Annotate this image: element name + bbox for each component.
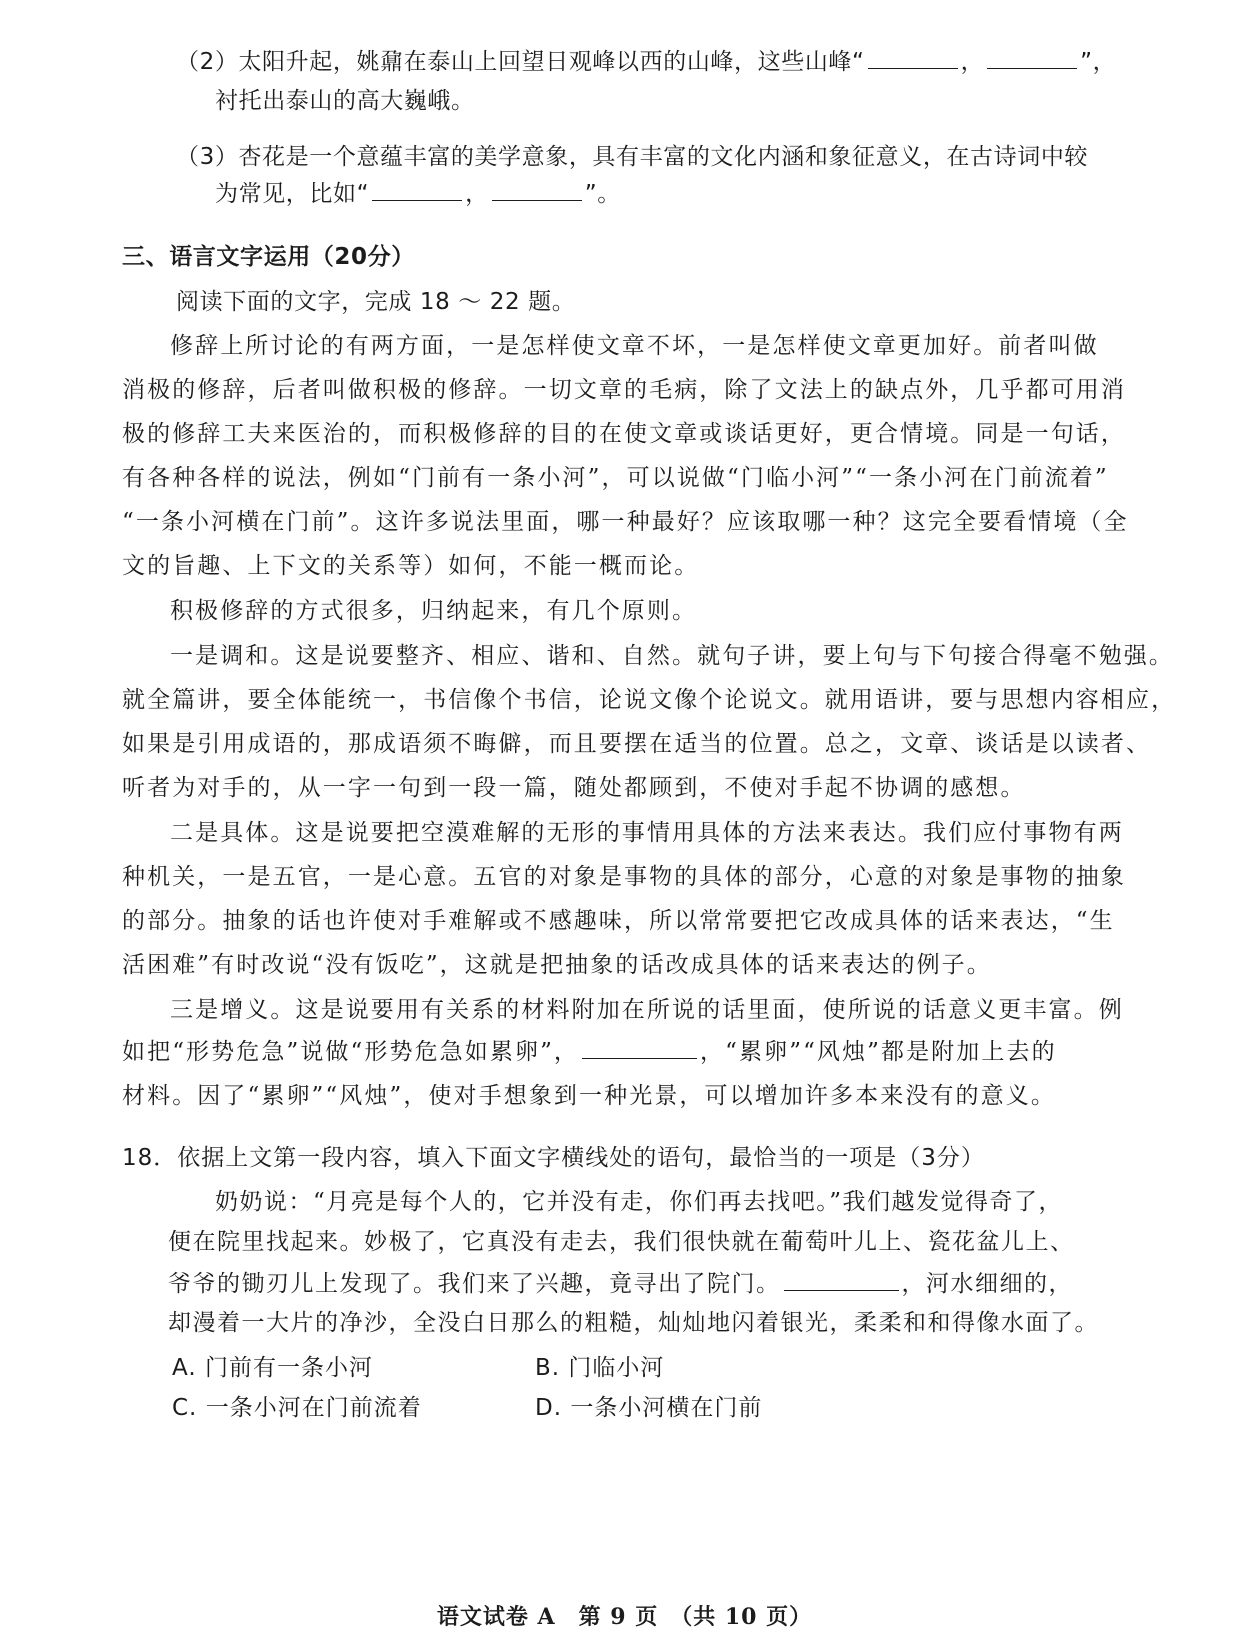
excerpt-text: ，河水细细的， xyxy=(901,1271,1073,1297)
excerpt-text: 爷爷的锄刃儿上发现了。我们来了兴趣，竟寻出了院门。 xyxy=(168,1271,781,1297)
section-heading: 三、语言文字运用（20分） xyxy=(122,244,415,270)
passage-line-last: 材料。因了“累卵”“风烛”，使对手想象到一种光景，可以增加许多本来没有的意义。 xyxy=(122,1083,1056,1109)
passage-line: 三是增义。这是说要用有关系的材料附加在所说的话里面，使所说的话意义更丰富。例 xyxy=(170,997,1124,1023)
q18-excerpt-line-1: 奶奶说：“月亮是每个人的，它并没有走，你们再去找吧。”我们越发觉得奇了， xyxy=(215,1189,1064,1215)
item-3-line-2 xyxy=(215,178,621,209)
item-3-text: 为常见，比如“ xyxy=(215,181,370,207)
passage-line: 积极修辞的方式很多，归纳起来，有几个原则。 xyxy=(170,598,698,624)
item-2-line-2: 衬托出泰山的高大巍峨。 xyxy=(215,88,475,114)
option-key: A. xyxy=(172,1355,197,1381)
option-key: D. xyxy=(535,1395,563,1421)
passage-line: 一是调和。这是说要整齐、相应、谐和、自然。就句子讲，要上句与下句接合得毫不勉强。 xyxy=(170,643,1174,669)
passage-line: 活困难”有时改说“没有饭吃”，这就是把抽象的话改成具体的话来表达的例子。 xyxy=(122,952,992,978)
option-c[interactable] xyxy=(172,1393,422,1423)
answer-blank[interactable] xyxy=(492,178,582,201)
passage-text: ，“累卵”“风烛”都是附加上去的 xyxy=(700,1039,1057,1065)
item-2-line-1 xyxy=(176,46,1116,77)
q18-excerpt-line-4: 却漫着一大片的净沙，全没白日那么的粗糙，灿灿地闪着银光，柔柔和和得像水面了。 xyxy=(168,1310,1099,1336)
answer-blank[interactable] xyxy=(868,46,958,69)
option-a[interactable] xyxy=(172,1353,373,1383)
passage-line-blank xyxy=(122,1036,1057,1067)
section-instruction: 阅读下面的文字，完成 18 ～ 22 题。 xyxy=(176,289,576,315)
passage-line: 消极的修辞，后者叫做积极的修辞。一切文章的毛病，除了文法上的缺点外，几乎都可用消 xyxy=(122,377,1126,403)
option-text: 门前有一条小河 xyxy=(204,1355,373,1381)
option-key: C. xyxy=(172,1395,198,1421)
separator: ， xyxy=(465,181,489,207)
passage-line: 文的旨趣、上下文的关系等）如何，不能一概而论。 xyxy=(122,553,700,579)
separator: ， xyxy=(960,49,985,75)
passage-line: 有各种各样的说法，例如“门前有一条小河”，可以说做“门临小河”“一条小河在门前流着” xyxy=(122,465,1109,491)
answer-blank[interactable] xyxy=(372,178,462,201)
quote-close: ”， xyxy=(1080,49,1117,75)
q18-excerpt-line-2: 便在院里找起来。妙极了，它真没有走去，我们很快就在葡萄叶儿上、瓷花盆儿上、 xyxy=(168,1229,1075,1255)
passage-line: 二是具体。这是说要把空漠难解的无形的事情用具体的方法来表达。我们应付事物有两 xyxy=(170,820,1124,846)
answer-blank[interactable] xyxy=(582,1036,697,1059)
passage-line: “一条小河横在门前”。这许多说法里面，哪一种最好？应该取哪一种？这完全要看情境（全 xyxy=(122,509,1129,535)
answer-blank[interactable] xyxy=(784,1268,899,1291)
option-text: 一条小河在门前流着 xyxy=(205,1395,422,1421)
page-footer: 语文试卷 A 第 9 页 （共 10 页） xyxy=(436,1604,813,1630)
passage-line: 如果是引用成语的，那成语须不晦僻，而且要摆在适当的位置。总之，文章、谈话是以读者、 xyxy=(122,731,1152,757)
option-b[interactable] xyxy=(535,1353,664,1383)
question-18-stem: 18．依据上文第一段内容，填入下面文字横线处的语句，最恰当的一项是（3分） xyxy=(122,1145,985,1171)
passage-line: 修辞上所讨论的有两方面，一是怎样使文章不坏，一是怎样使文章更加好。前者叫做 xyxy=(170,333,1099,359)
option-d[interactable] xyxy=(535,1393,762,1423)
passage-line: 就全篇讲，要全体能统一，书信像个书信，论说文像个论说文。就用语讲，要与思想内容相应， xyxy=(122,687,1177,713)
passage-text: 如把“形势危急”说做“形势危急如累卵”， xyxy=(122,1039,580,1065)
q18-excerpt-line-3 xyxy=(168,1268,1073,1299)
quote-close: ”。 xyxy=(584,181,621,207)
option-text: 门临小河 xyxy=(568,1355,665,1381)
passage-line: 极的修辞工夫来医治的，而积极修辞的目的在使文章或谈话更好，更合情境。同是一句话， xyxy=(122,421,1126,447)
item-3-line-1: （3）杏花是一个意蕴丰富的美学意象，具有丰富的文化内涵和象征意义，在古诗词中较 xyxy=(176,144,1089,170)
option-text: 一条小河横在门前 xyxy=(570,1395,763,1421)
passage-line: 听者为对手的，从一字一句到一段一篇，随处都顾到，不使对手起不协调的感想。 xyxy=(122,775,1026,801)
option-key: B. xyxy=(535,1355,561,1381)
passage-line: 种机关，一是五官，一是心意。五官的对象是事物的具体的部分，心意的对象是事物的抽象 xyxy=(122,864,1126,890)
item-2-text: （2）太阳升起，姚鼐在泰山上回望日观峰以西的山峰，这些山峰“ xyxy=(176,49,865,75)
answer-blank[interactable] xyxy=(987,46,1077,69)
passage-line: 的部分。抽象的话也许使对手难解或不感趣味，所以常常要把它改成具体的话来表达，“生 xyxy=(122,908,1115,934)
